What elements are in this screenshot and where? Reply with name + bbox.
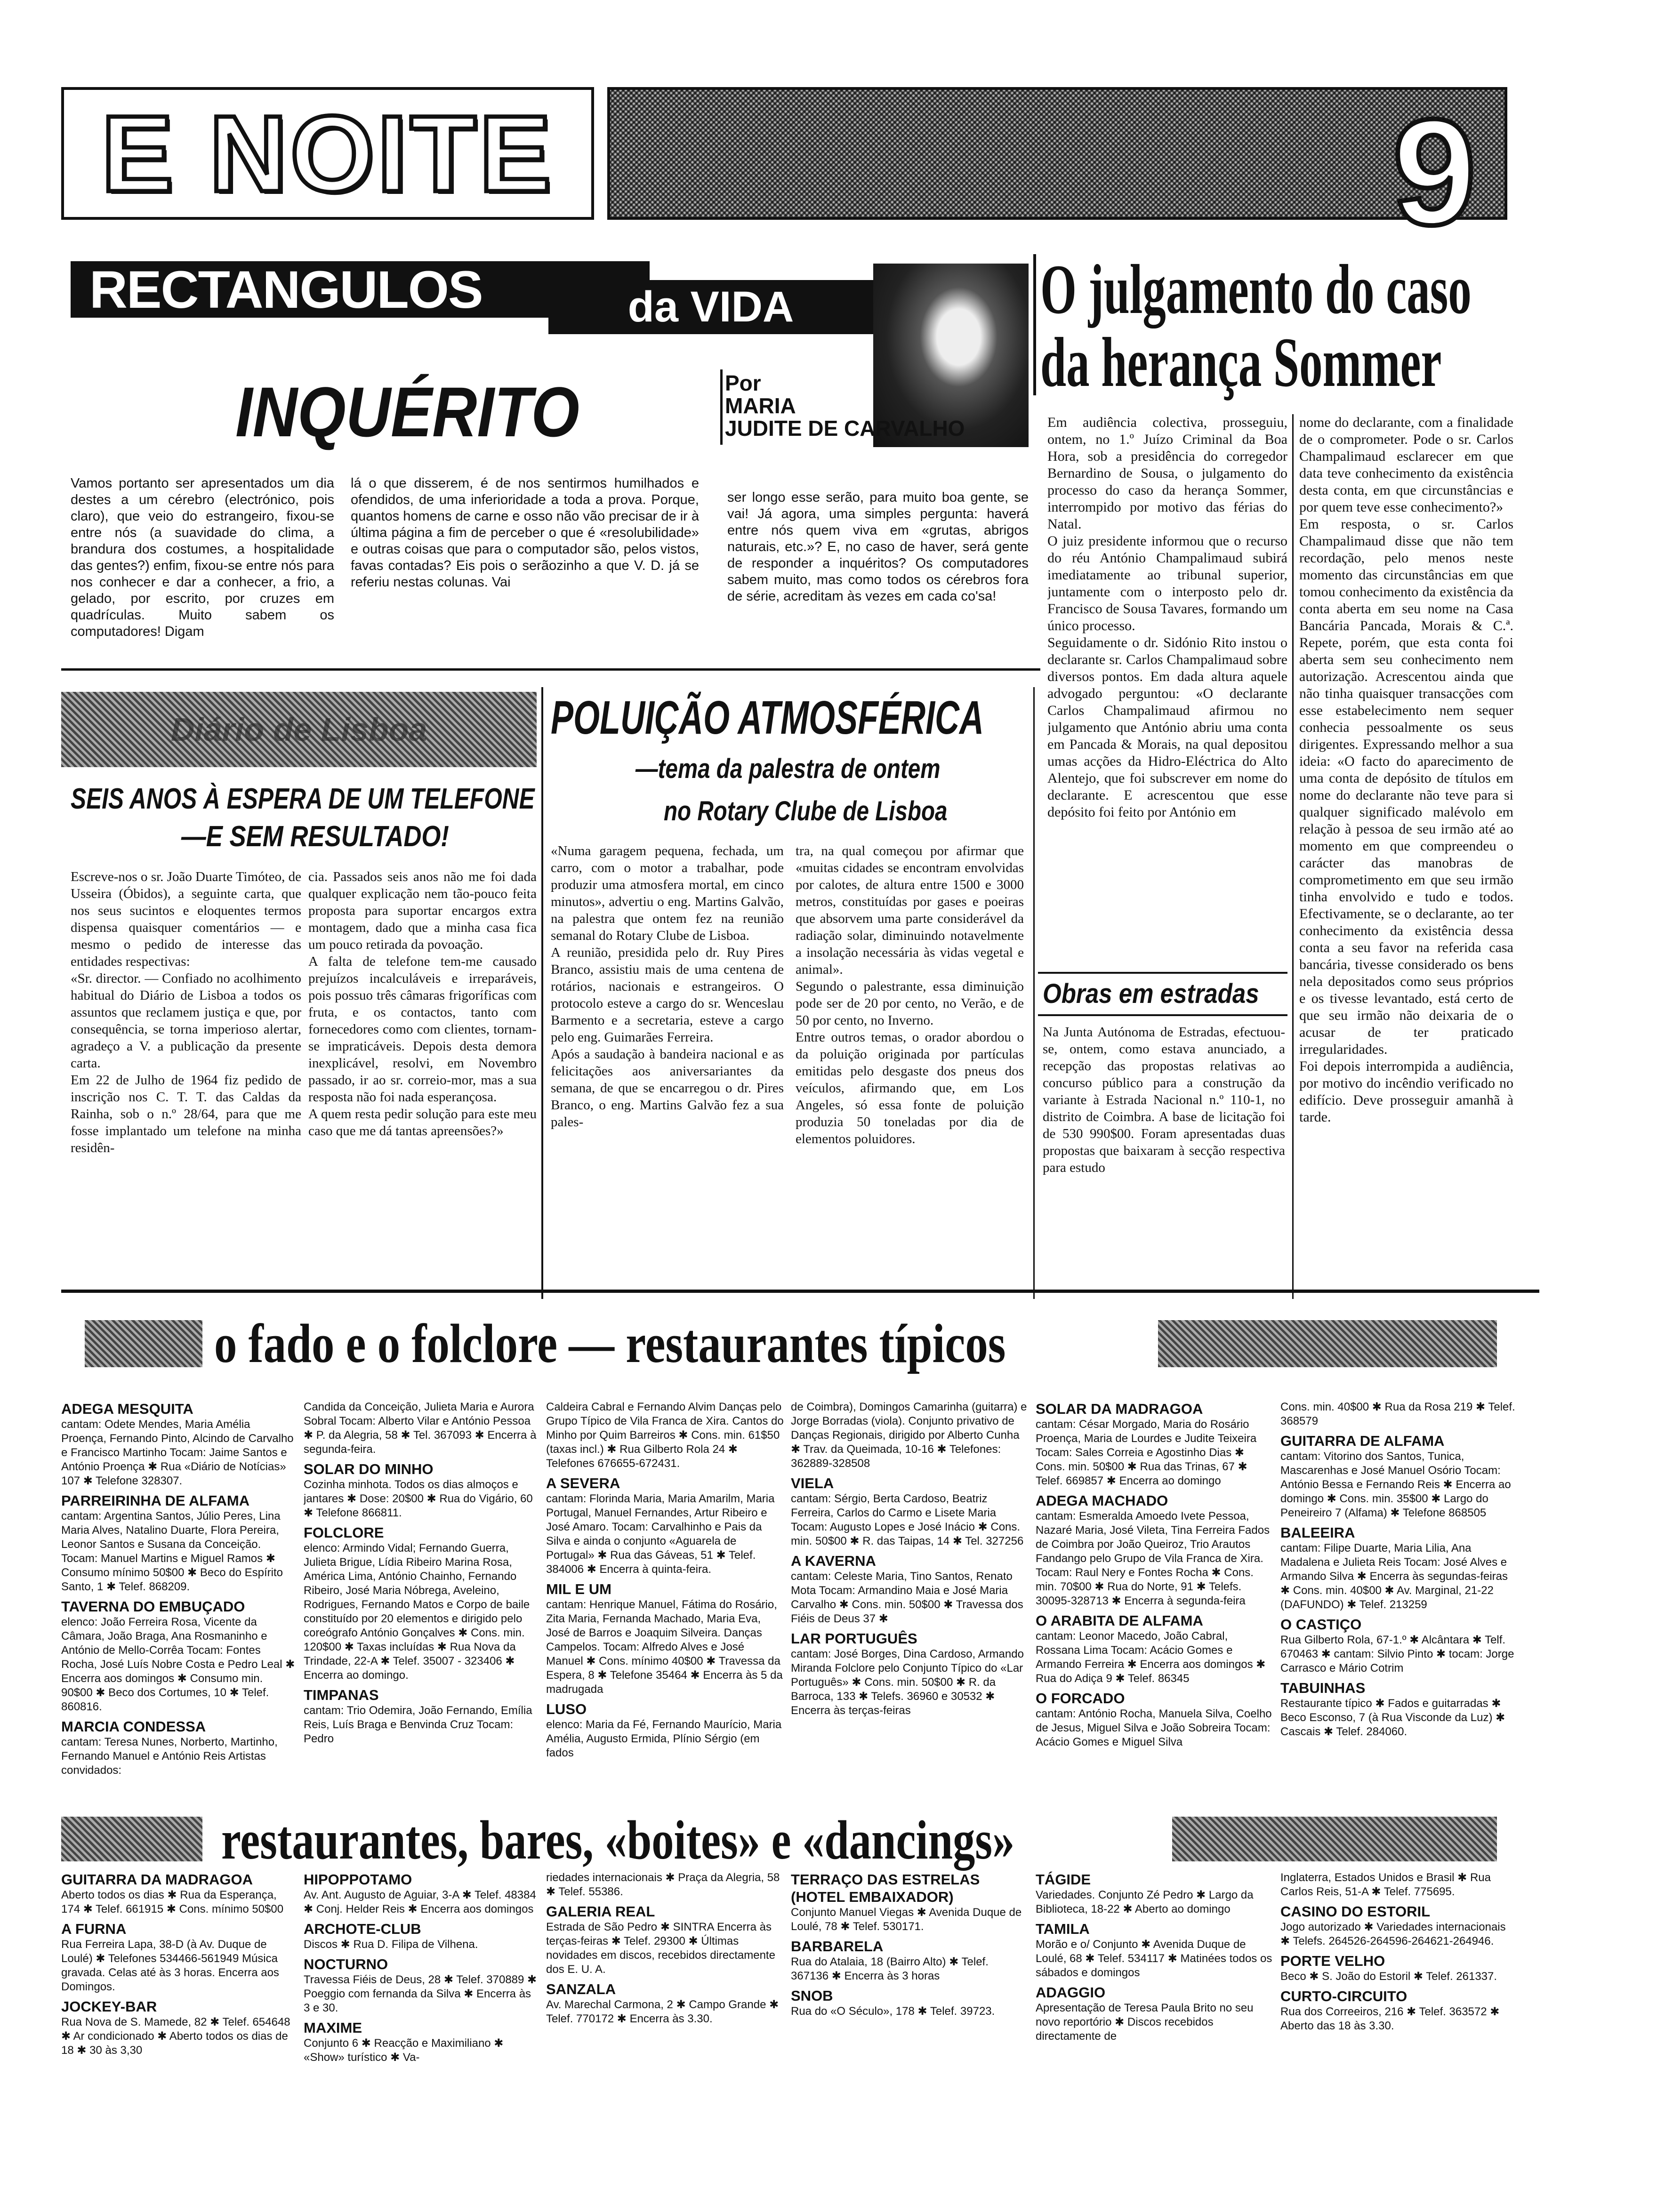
restaurant-entry: GUITARRA DA MADRAGOA Aberto todos os dias ✱ Rua da Esperança, 174 ✱ Telef. 661915 ✱ Cons. mínimo 50$00: [61, 1871, 284, 1915]
diario-right-rule: [541, 687, 543, 1299]
fado-entry: Caldeira Cabral e Fernando Alvim Danças pelo Grupo Típico de Vila Franca de Xira. Cantos do Minho por Quim Barreiros ✱ Cons. min. 61$50 (taxas incl.) ✱ Rua Gilberto Rola 24 ✱ Telefones 676655-672431.: [546, 1401, 784, 1470]
fado-entry: PARREIRINHA DE ALFAMA cantam: Argentina Santos, Júlio Peres, Lina Maria Alves, Natalino Duarte, Flora Pereira, Leonor Santos e Susana da Conceição. Tocam: Manuel Martins e Miguel Ramos ✱ Consumo mínimo 50$00 ✱ Beco do Espírito Santo, 1 ✱ Telef. 868209.: [61, 1492, 283, 1593]
fado-entry: O ARABITA DE ALFAMA cantam: Leonor Macedo, João Cabral, Rossana Lima Tocam: Acácio Gomes e Armando Ferreira ✱ Encerra aos domingos ✱ Rua do Adiça 9 ✱ Telef. 86345: [1036, 1612, 1266, 1685]
fado-col-5: [1036, 1400, 1273, 1791]
rectangulos-banner-sub-box: [548, 280, 873, 334]
restaurant-entry: SANZALA Av. Marechal Carmona, 2 ✱ Campo Grande ✱ Telef. 770172 ✱ Encerra às 3.30.: [546, 1981, 779, 2025]
julgamento-left-rule: [1033, 254, 1036, 395]
restaurantes-left-bar: [61, 1817, 202, 1861]
restaurantes-col-3: [546, 1871, 784, 2200]
poluicao-col-2: tra, na qual começou por afirmar que «muitas cidades se encontram envolvidas por calotes, de altura entre 1500 e 3000 metros, constituídas por gases e poeiras que absorvem uma parte considerável da radiação solar, diminuindo notavelmente a insolação necessária às vidas vegetal e animal». Segundo o palestrante, essa diminuição pode ser de 20 por cento, no Verão, e de 50 por cento, no Inverno. Entre outros temas, o orador abordou o da poluição originada por partículas emitidas pelo desgaste dos pneus dos veículos, afirmando que, em Los Angeles, só essa fonte de poluição produzia 50 toneladas por dia de elementos poluidores.: [796, 843, 1024, 1146]
diario-banner: [61, 692, 537, 767]
section-rule-1: [61, 668, 1040, 671]
obras-title: Obras em estradas: [1043, 978, 1259, 1009]
fado-entry: Cons. min. 40$00 ✱ Rua da Rosa 219 ✱ Telef. 368579: [1280, 1401, 1515, 1427]
restaurant-entry: CASINO DO ESTORIL Jogo autorizado ✱ Variedades internacionais ✱ Telefs. 264526-264596-264621-264946.: [1280, 1903, 1506, 1948]
fado-left-bar: [85, 1320, 202, 1367]
restaurant-entry: HIPOPPOTAMO Av. Ant. Augusto de Aguiar, 3-A ✱ Telef. 48384 ✱ Conj. Helder Reis ✱ Encerra aos domingos: [304, 1871, 536, 1915]
restaurant-entry: Inglaterra, Estados Unidos e Brasil ✱ Rua Carlos Reis, 51-A ✱ Telef. 775695.: [1280, 1871, 1491, 1898]
masthead: [61, 87, 1502, 256]
fado-entry: SOLAR DA MADRAGOA cantam: César Morgado, Maria do Rosário Proença, Maria de Lourdes e Judite Teixeira Tocam: Sales Correia e Agostinho Dias ✱ Cons. min. 50$00 ✱ Rua das Trinas, 67 ✱ Telef. 669857 ✱ Encerra ao domingo: [1036, 1401, 1257, 1487]
restaurant-entry: A FURNA Rua Ferreira Lapa, 38-D (à Av. Duque de Loulé) ✱ Telefones 534466-561949 Música gravada. Celas até às 3 horas. Encerra aos Domingos.: [61, 1921, 279, 1993]
fado-entry: SOLAR DO MINHO Cozinha minhota. Todos os dias almoços e jantares ✱ Dose: 20$00 ✱ Rua do Vigário, 60 ✱ Telefone 866811.: [304, 1461, 533, 1519]
restaurantes-col-6: [1280, 1871, 1516, 2200]
restaurant-entry: PORTE VELHO Beco ✱ S. João do Estoril ✱ Telef. 261337.: [1280, 1953, 1497, 1983]
restaurantes-col-5: [1036, 1871, 1273, 2200]
restaurant-entry: riedades internacionais ✱ Praça da Alegria, 58 ✱ Telef. 55386.: [546, 1871, 780, 1898]
restaurantes-col-1: [61, 1871, 297, 2200]
masthead-title: E NOITE: [61, 87, 594, 220]
poluicao-subtitle-1: —tema da palestra de ontem: [635, 753, 941, 784]
obras-title-rule: [1038, 1014, 1287, 1016]
fado-entry: BALEEIRA cantam: Filipe Duarte, Maria Lilia, Ana Madalena e Julieta Reis Tocam: José Alves e Armando Silva ✱ Encerra às segundas-feiras ✱ Cons. min. 40$00 ✱ Av. Marginal, 21-22 (DAFUNDO) ✱ Telef. 213259: [1280, 1524, 1508, 1611]
byline: Por MARIA JUDITE DE CARVALHO: [725, 371, 965, 441]
julgamento-col-rule: [1292, 414, 1294, 1299]
inquerito-title: INQUÉRITO: [235, 372, 579, 451]
restaurant-entry: GALERIA REAL Estrada de São Pedro ✱ SINTRA Encerra às terças-feiras ✱ Telef. 29300 ✱ Últimas novidades em discos, recebidos directamente dos E. U. A.: [546, 1903, 775, 1976]
poluicao-subtitle-2: no Rotary Clube de Lisboa: [664, 796, 948, 826]
fado-entry: de Coimbra), Domingos Camarinha (guitarra) e Jorge Borradas (viola). Conjunto privativo de Danças Regionais, dirigido por Alberto Cunha ✱ Trav. da Queimada, 10-16 ✱ Telefones: 362889-328508: [791, 1401, 1027, 1470]
restaurant-entry: BARBARELA Rua do Atalaia, 18 (Bairro Alto) ✱ Telef. 367136 ✱ Encerra às 3 horas: [791, 1938, 989, 1982]
masthead-halftone-band: [607, 87, 1507, 256]
fado-entry: GUITARRA DE ALFAMA cantam: Vitorino dos Santos, Tunica, Mascarenhas e José Manuel Osório Tocam: António Bessa e Fernando Reis ✱ Encerra ao domingo ✱ Cons. min. 35$00 ✱ Largo do Peneireiro 7 (Alfama) ✱ Telefone 868505: [1280, 1433, 1511, 1519]
julgamento-col-2: nome do declarante, com a finalidade de o comprometer. Pode o sr. Carlos Champalimaud esclarecer em que data teve conhecimento da existência desta conta, em que circunstâncias e por quem teve esse conhecimento?» Em resposta, o sr. Carlos Champalimaud disse que não tem recordação, pelo menos neste momento das circunstâncias em que tomou conhecimento da existência da conta aberta em seu nome na Casa Bancária Pancada, Morais & C.ª. Repete, porém, que esta conta foi aberta sem seu conhecimento nem autorização. Acrescentou ainda que não tinha quaisquer transacções com esse estabelecimento nem sequer conhecia pessoalmente os seus dirigentes. Expressando melhor a sua ideia: «O facto do aparecimento de uma conta de depósito de títulos em nome do declarante não teve para si qualquer significado malévolo em relação à pessoa de seu irmão até ao momento em que compreendeu o carácter das manobras de comprometimento em que seu irmão tinha envolvido e tudo e todos. Efectivamente, se o declarante, ao ter conhecimento da existência dessa conta a seu favor na referida casa bancária, tivesse considerado os bens nela depositados como seus próprios e os tivesse levantado, está certo de que seu irmão não deixaria de o acusar de ter praticado irregularidades. Foi depois interrompida a audiência, por motivo do incêndio verificado no edifício. Deve prosseguir amanhã à tarde.: [1299, 415, 1513, 1125]
page-number: 9: [1392, 88, 1476, 256]
restaurant-entry: TAMILA Morão e o/ Conjunto ✱ Avenida Duque de Loulé, 68 ✱ Telef. 534117 ✱ Matinées todos os sábados e domingos: [1036, 1921, 1272, 1979]
fado-entry: A SEVERA cantam: Florinda Maria, Maria Amarilm, Maria Portugal, Manuel Fernandes, Artur Ribeiro e José Amaro. Tocam: Carvalhinho e Pais da Silva e ainda o conjunto «Aguarela de Portugal» ✱ Rua das Gáveas, 51 ✱ Telef. 384006 ✱ Encerra à quinta-feira.: [546, 1475, 775, 1576]
fado-entry: TAVERNA DO EMBUÇADO elenco: João Ferreira Rosa, Vicente da Câmara, João Braga, Ana Rosmaninho e António de Mello-Corrêa Tocam: Fontes Rocha, José Luís Nobre Costa e Pedro Leal ✱ Encerra aos domingos ✱ Consumo min. 90$00 ✱ Beco dos Cortumes, 10 ✱ Telef. 860816.: [61, 1598, 295, 1713]
restaurant-entry: JOCKEY-BAR Rua Nova de S. Mamede, 82 ✱ Telef. 654648 ✱ Ar condicionado ✱ Aberto todos os dias de 18 ✱ 30 às 3,30: [61, 1998, 290, 2057]
obras-top-rule: [1038, 972, 1287, 974]
fado-entry: LAR PORTUGUÊS cantam: José Borges, Dina Cardoso, Armando Miranda Folclore pelo Conjunto Típico do «Lar Português» ✱ Cons. min. 50$00 ✱ R. da Barroca, 133 ✱ Telefs. 36960 e 30532 ✱ Encerra às terças-feiras: [791, 1630, 1024, 1717]
rectangulos-col-2: lá o que disserem, é de nos sentirmos humilhados e ofendidos, de uma inferioridade a toda a prova. Porque, quantos homens de carne e osso não vão precisar de ir à última página a fim de perceber o que é «resolubilidade» e outras coisas que para o computador são, pelos vistos, favas contadas? Eis pois o serãozinho a que V. D. já se referiu nestas colunas. Vai: [351, 476, 699, 590]
poluicao-right-rule: [1033, 687, 1035, 1299]
diario-headline-2: —E SEM RESULTADO!: [181, 820, 449, 853]
restaurantes-right-bar: [1172, 1817, 1497, 1861]
fado-title: o fado e o folclore — restaurantes típicos: [214, 1313, 1006, 1374]
restaurant-entry: SNOB Rua do «O Século», 178 ✱ Telef. 39723.: [791, 1988, 995, 2018]
rectangulos-col-3: ser longo esse serão, para muito boa gente, se vai! Já agora, uma simples pergunta: haverá entre nós quem viva em «grutas, abrigos naturais, etc.»? E, no caso de haver, será gente de responder a inquéritos? Os computadores sabem muito, mas como todos os cérebros fora de série, acreditam às vezes em cada co'sa!: [727, 490, 1029, 604]
fado-col-2: [304, 1400, 539, 1791]
restaurant-entry: TERRAÇO DAS ESTRELAS (HOTEL EMBAIXADOR) Conjunto Manuel Viegas ✱ Avenida Duque de Loulé, 78 ✱ Telef. 530171.: [791, 1871, 1022, 1933]
restaurant-entry: CURTO-CIRCUITO Rua dos Correeiros, 216 ✱ Telef. 363572 ✱ Aberto das 18 às 3.30.: [1280, 1988, 1500, 2032]
fado-entry: VIELA cantam: Sérgio, Berta Cardoso, Beatriz Ferreira, Carlos do Carmo e Lisete Maria Tocam: Augusto Lopes e José Inácio ✱ Cons. min. 50$00 ✱ R. das Taipas, 14 ✱ Tel. 327256: [791, 1475, 1024, 1547]
fado-entry: TABUINHAS Restaurante típico ✱ Fados e guitarradas ✱ Beco Esconso, 7 (à Rua Visconde da Luz) ✱ Cascais ✱ Telef. 284060.: [1280, 1680, 1505, 1738]
fado-entry: MIL E UM cantam: Henrique Manuel, Fátima do Rosário, Zita Maria, Fernanda Machado, Maria Eva, José de Barros e Joaquim Silveira. Danças Campelos. Tocam: Alfredo Alves e José Manuel ✱ Cons. mínimo 40$00 ✱ Travessa da Espera, 8 ✱ Telefone 35464 ✱ Encerra às 5 da madrugada: [546, 1581, 783, 1696]
rectangulos-banner-main: RECTANGULOS: [89, 260, 483, 319]
fado-col-4: [791, 1400, 1029, 1791]
fado-entry: Candida da Conceição, Julieta Maria e Aurora Sobral Tocam: Alberto Vilar e António Pessoa ✱ P. da Alegria, 58 ✱ Tel. 367093 ✱ Encerra à segunda-feira.: [304, 1401, 537, 1456]
fado-entry: MARCIA CONDESSA cantam: Teresa Nunes, Norberto, Martinho, Fernando Manuel e António Reis Artistas convidados:: [61, 1718, 278, 1777]
obras-body: Na Junta Autónoma de Estradas, efectuou-se, ontem, como estava anunciado, a recepção das propostas relativas ao concurso público para a construção da variante à Estrada Nacional n.º 110-1, no distrito de Coimbra. A base de licitação foi de 530 990$00. Foram apresentadas duas propostas que baixaram à secção respectiva para estudo: [1043, 1025, 1285, 1175]
julgamento-title-line-1: O julgamento do caso: [1040, 250, 1472, 329]
fado-col-1: [61, 1400, 297, 1791]
fado-entry: O FORCADO cantam: António Rocha, Manuela Silva, Coelho de Jesus, Miguel Silva e João Sobreira Tocam: Acácio Gomes e Miguel Silva: [1036, 1690, 1272, 1748]
julgamento-title-line-2: da herança Sommer: [1040, 323, 1442, 401]
poluicao-title: POLUIÇÃO ATMOSFÉRICA: [551, 691, 984, 744]
julgamento-col-1: Em audiência colectiva, prosseguiu, ontem, no 1.º Juízo Criminal da Boa Hora, sob a presidência do corregedor Bernardino de Sousa, o julgamento do processo do caso da herança Sommer, interrompido por motivo das férias do Natal. O juiz presidente informou que o recurso do réu António Champalimaud subirá imediatamente ao tribunal superior, juntamente com o interposto pelo dr. Francisco de Sousa Tavares, formando um único processo. Seguidamente o dr. Sidónio Rito instou o declarante sr. Carlos Champalimaud sobre diversos pontos. Em dada altura aquele advogado perguntou: «O declarante Carlos Champalimaud afirmou no julgamento que António abriu uma conta em Pancada & Morais, na qual depositou umas acções da Hidro-Eléctrica do Alto Alentejo, que foi subscrever em nome do declarante. E acrescentou que esse depósito foi feito por António em: [1047, 415, 1287, 820]
byline-rule: [720, 369, 723, 445]
fado-right-bar: [1158, 1320, 1497, 1367]
restaurantes-col-4: [791, 1871, 1029, 2200]
restaurantes-title: restaurantes, bares, «boites» e «dancings»: [221, 1809, 1015, 1871]
fado-entry: ADEGA MESQUITA cantam: Odete Mendes, Maria Amélia Proença, Fernando Pinto, Alcindo de Carvalho e Francisco Martinho Tocam: Jaime Santos e António Proença ✱ Rua «Diário de Notícias» 107 ✱ Telefone 328307.: [61, 1401, 294, 1487]
poluicao-col-1: «Numa garagem pequena, fechada, um carro, com o motor a trabalhar, pode produzir uma atmosfera mortal, em cinco minutos», advertiu o eng. Martins Galvão, na palestra que ontem fez na reunião semanal do Rotary Clube de Lisboa. A reunião, presidida pelo dr. Ruy Pires Branco, assistiu mais de uma centena de rotários, nacionais e estrangeiros. O protocolo esteve a cargo do sr. Wenceslau Barmento e a secretaria, esteve a cargo pelo eng. Guimarães Ferreira. Após a saudação à bandeira nacional e as felicitações aos aniversariantes da semana, de que se encarregou o dr. Pires Branco, o eng. Martins Galvão fez a sua pales-: [551, 843, 784, 1130]
fado-entry: FOLCLORE elenco: Armindo Vidal; Fernando Guerra, Julieta Brigue, Lídia Ribeiro Marina Rosa, América Lima, António Chainho, Fernando Ribeiro, José Maria Nóbrega, Aveleino, Rodrigues, Fernando Matos e Corpo de baile constituído por 20 elementos e dirigido pelo coreógrafo António Gonçalves ✱ Cons. min. 120$00 ✱ Taxas incluídas ✱ Rua Nova da Trindade, 22-A ✱ Telef. 35007 - 323406 ✱ Encerra ao domingo.: [304, 1524, 530, 1682]
fado-entry: O CASTIÇO Rua Gilberto Rola, 67-1.º ✱ Alcântara ✱ Telf. 670463 ✱ cantam: Silvio Pinto ✱ tocam: Jorge Carrasco e Mário Cotrim: [1280, 1616, 1514, 1675]
diario-col-1: Escreve-nos o sr. João Duarte Timóteo, de Usseira (Óbidos), a seguinte carta, que nos seus sucintos e eloquentes termos dispensa quaisquer comentários — e mesmo o pedido de interesse das entidades respectivas: «Sr. director. — Confiado no acolhimento habitual do Diário de Lisboa a todos os assuntos que reclamem justiça e que, por consequência, se torna imperioso alertar, agradeço a V. a publicação da presente carta. Em 22 de Julho de 1964 fiz pedido de inscrição nos C. T. T. das Caldas da Rainha, sob o n.º 28/64, para que me fosse implantado um telefone na minha residên-: [71, 869, 301, 1155]
restaurant-entry: ADAGGIO Apresentação de Teresa Paula Brito no seu novo reportório ✱ Discos recebidos directamente de: [1036, 1984, 1254, 2043]
restaurant-entry: ARCHOTE-CLUB Discos ✱ Rua D. Filipa de Vilhena.: [304, 1921, 478, 1951]
rectangulos-banner-sub: da VIDA: [627, 283, 794, 331]
diario-headline-1: SEIS ANOS À ESPERA DE UM TELEFONE: [71, 783, 535, 815]
fado-col-3: [546, 1400, 784, 1791]
restaurant-entry: TÁGIDE Variedades. Conjunto Zé Pedro ✱ Largo da Biblioteca, 18-22 ✱ Aberto ao domingo: [1036, 1871, 1254, 1915]
fado-entry: A KAVERNA cantam: Celeste Maria, Tino Santos, Renato Mota Tocam: Armandino Maia e José Maria Carvalho ✱ Cons. min. 50$00 ✱ Travessa dos Fiéis de Deus 37 ✱: [791, 1553, 1023, 1625]
fado-col-6: [1280, 1400, 1516, 1791]
diario-col-2: cia. Passados seis anos não me foi dada qualquer explicação nem tão-pouco feita proposta para suportar encargos extra montagem, dado que a minha casa fica um pouco retirada da povoação. A falta de telefone tem-me causado prejuízos incalculáveis e irreparáveis, pois possuo três câmaras frigoríficas com fruta, e os contactos, tanto com fornecedores como com clientes, tornam-se impraticáveis. Depois desta demora inexplicável, resolvi, em Novembro passado, ir ao sr. correio-mor, mas a sua resposta não foi nada esperançosa. A quem resta pedir solução para este meu caso que me dá tantas apreensões?»: [308, 869, 537, 1138]
diario-banner-text: Diário de Lisboa: [170, 711, 427, 748]
restaurant-entry: MAXIME Conjunto 6 ✱ Reacção e Maximiliano ✱ «Show» turístico ✱ Va-: [304, 2020, 504, 2064]
restaurant-entry: NOCTURNO Travessa Fiéis de Deus, 28 ✱ Telef. 370889 ✱ Poeggio com fernanda da Silva ✱ Encerra às 3 e 30.: [304, 1956, 537, 2014]
restaurantes-col-2: [304, 1871, 539, 2200]
section-rule-2: [61, 1290, 1539, 1293]
fado-entry: LUSO elenco: Maria da Fé, Fernando Maurício, Maria Amélia, Augusto Ermida, Plínio Sérgio (em fados: [546, 1701, 782, 1759]
fado-entry: ADEGA MACHADO cantam: Esmeralda Amoedo Ivete Pessoa, Nazaré Maria, José Vileta, Tina Ferreira Fados de Coimbra por João Queiroz, Trio Arautos Fandango pelo Grupo de Vila Franca de Xira. Tocam: Raul Nery e Fontes Rocha ✱ Cons. min. 70$00 ✱ Rua do Norte, 91 ✱ Telefs. 30095-328713 ✱ Encerra à segunda-feira: [1036, 1492, 1270, 1607]
fado-entry: TIMPANAS cantam: Trio Odemira, João Fernando, Emília Reis, Luís Braga e Benvinda Cruz Tocam: Pedro: [304, 1687, 532, 1745]
rectangulos-col-1: Vamos portanto ser apresentados um dia destes a um cérebro (electrónico, pois claro), que veio do estrangeiro, fixou-se entre nós (a suavidade do clima, a brandura dos costumes, a hospitalidade das gentes?) enfim, fixou-se entre nós para nos conhecer e dar a conhecer, a frio, a gelado, por escrito, por cruzes em quadrículas. Muito sabem os computadores! Digam: [71, 476, 334, 639]
